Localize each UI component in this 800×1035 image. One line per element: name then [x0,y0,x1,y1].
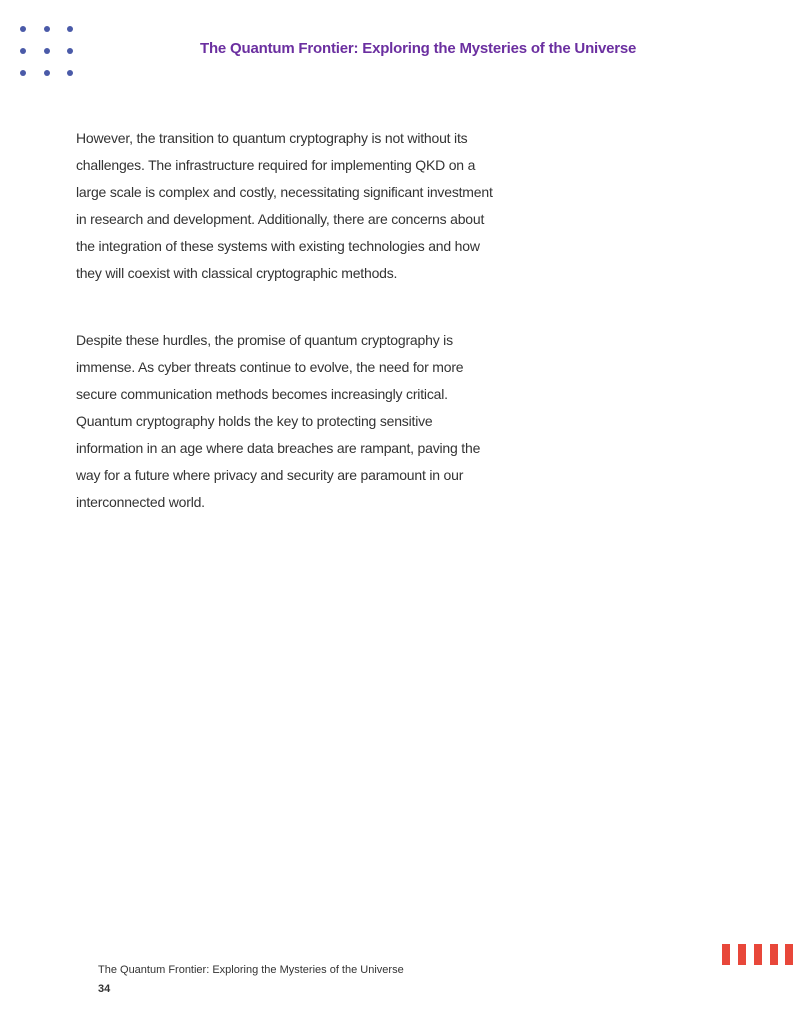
dot [20,26,26,32]
dot-grid-icon [16,20,80,84]
stripe [785,944,793,965]
dot [44,48,50,54]
stripe [770,944,778,965]
body-text [76,125,496,556]
bar-stripes-icon [722,944,794,965]
dot [44,26,50,32]
stripe [754,944,762,965]
footer-title: The Quantum Frontier: Exploring the Mysteries of the Universe [98,964,404,976]
dot [67,48,73,54]
dot [44,70,50,76]
header-title: The Quantum Frontier: Exploring the Mysteries of the Universe [200,40,637,57]
page-number: 34 [98,983,111,995]
paragraph-promise: Despite these hurdles, the promise of quantum cryptography is immense. As cyber threats continue to evolve, the need for more secure communication methods becomes increasingly critical. Quantum cryptography holds the key to protecting sensitive information in an age where data breaches are rampant, paving the way for a future where privacy and security are paramount in our interconnected world. [76,332,481,510]
stripe [738,944,746,965]
paragraph-challenges: However, the transition to quantum cryptography is not without its challenges. The infrastructure required for implementing QKD on a large scale is complex and costly, necessitating significant investment in research and development. Additionally, there are concerns about the integration of these systems with existing technologies and how they will coexist with classical cryptographic methods. [76,130,493,281]
stripe [722,944,730,965]
dot [20,70,26,76]
dot [20,48,26,54]
dot [67,26,73,32]
dot [67,70,73,76]
